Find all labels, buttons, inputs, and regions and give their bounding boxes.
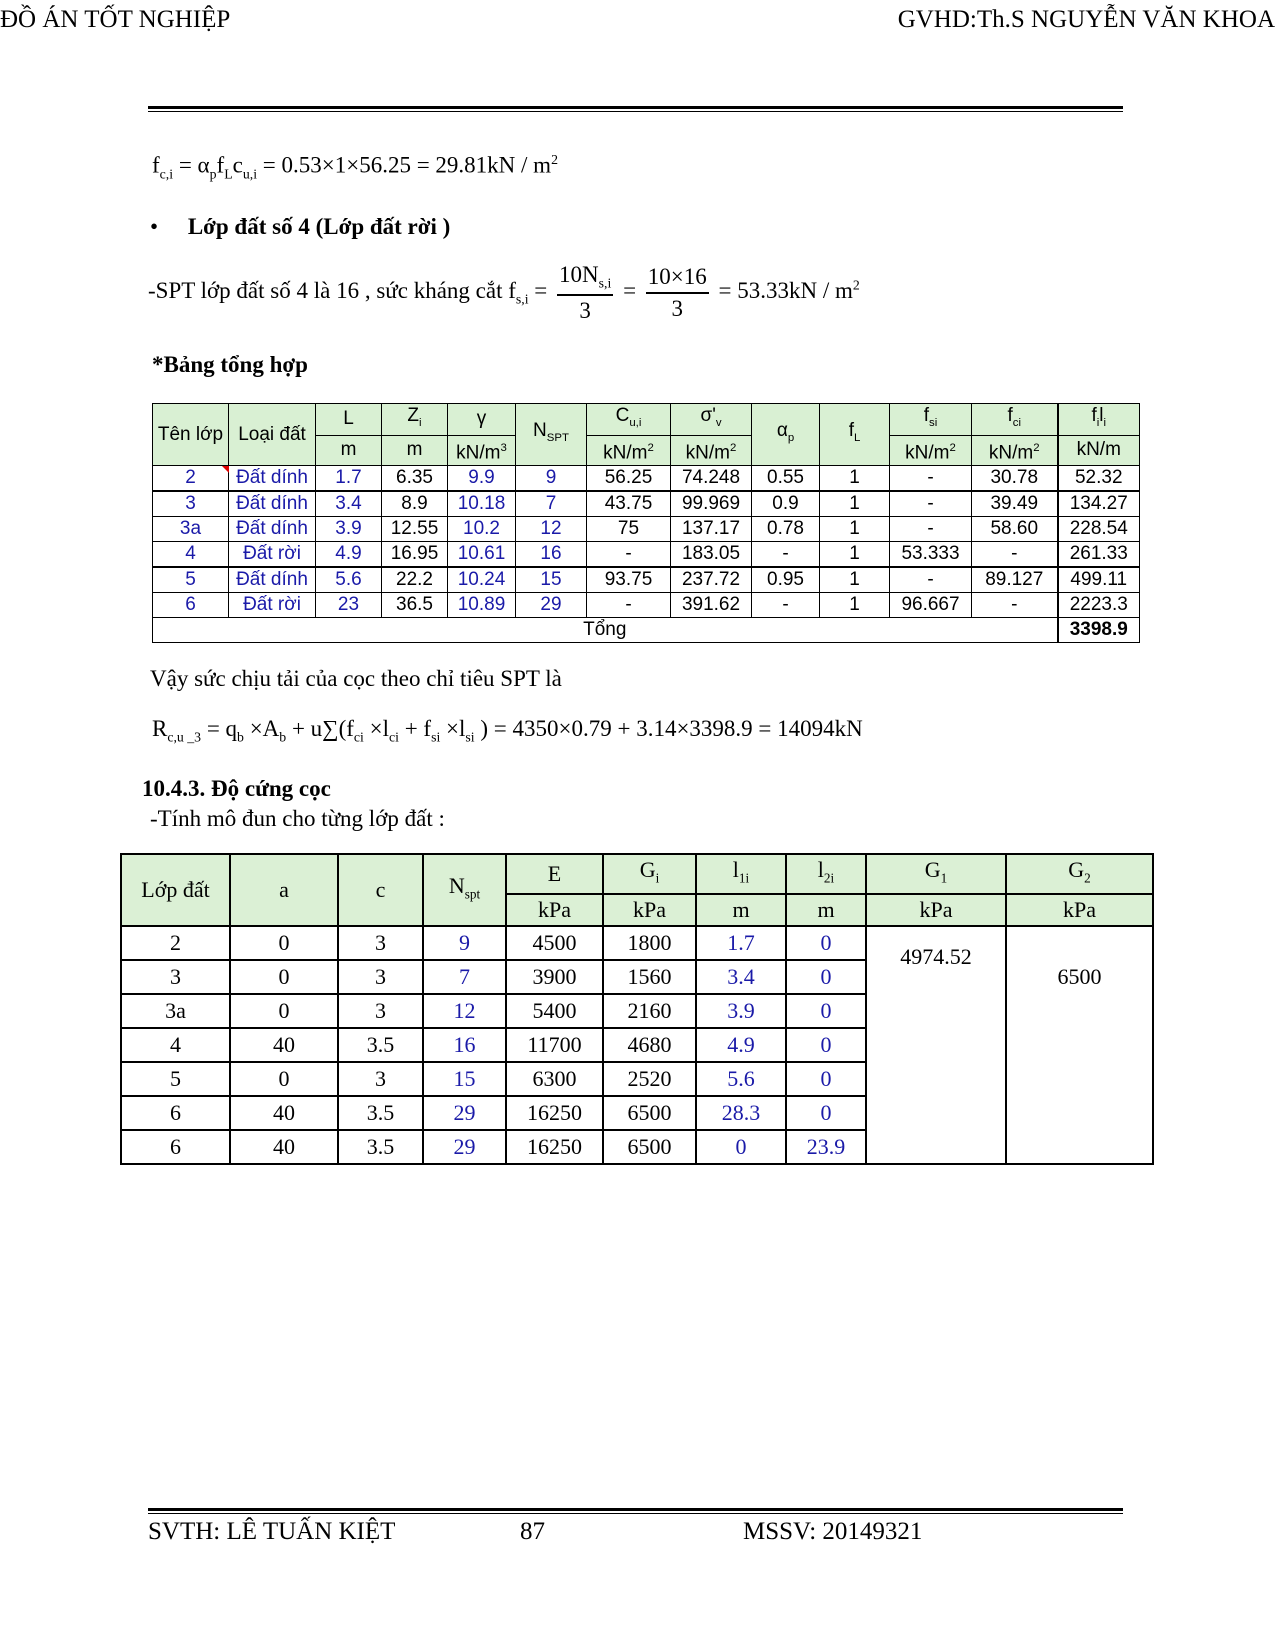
modulus-table — [120, 853, 1154, 1165]
col-header-fsi: $f_{si}$ — [890, 404, 972, 436]
unit-gamma: $kN/m^3$ — [448, 435, 516, 465]
unit-fci: $kN/m^2$ — [972, 435, 1058, 465]
col-header-loai-dat: Loại đất — [229, 404, 316, 466]
table-row: 2 0 3 9 4500 1800 1.7 0 4974.52 6500 — [121, 926, 1153, 960]
total-value: 3398.9 — [1058, 618, 1140, 643]
summary-title: *Bảng tổng hợp — [152, 352, 308, 377]
col-header-fL: $f_L$ — [820, 404, 890, 466]
unit-G2: kPa — [1006, 894, 1153, 926]
unit-Z: m — [382, 435, 448, 465]
table-row: 6 40 3.5 29 16250 6500 28.3 0 — [121, 1096, 1153, 1130]
col-header-l2: $l_{2i}$ — [786, 854, 866, 894]
unit-l2: m — [786, 894, 866, 926]
page-number: 87 — [520, 1518, 545, 1545]
page-header — [0, 0, 1275, 40]
col-header-G: $G_i$ — [603, 854, 696, 894]
total-row — [153, 618, 1140, 643]
header-rule — [148, 106, 1123, 112]
footer-student-id: MSSV: 20149321 — [743, 1518, 923, 1545]
unit-L: m — [316, 435, 382, 465]
unit-E: kPa — [506, 894, 603, 926]
header-left: ĐỒ ÁN TỐT NGHIỆP — [0, 6, 231, 33]
formula-fc: $f_{c,i} = \alpha_pf_Lc_{u,i} = 0.53\times 1\times 56.25 = 29.81kN / m^2$ — [152, 152, 558, 182]
col-header-sigma: $\sigma'_v$ — [671, 404, 752, 436]
table-row: 3 0 3 7 3900 1560 3.4 0 — [121, 960, 1153, 994]
table-row: 5 Đất dính 5.6 22.2 10.24 15 93.75 237.72 0.95 1 - 89.127 499.11 — [153, 567, 1140, 593]
summary-table — [152, 403, 1140, 643]
table-row: 3a 0 3 12 5400 2160 3.9 0 — [121, 994, 1153, 1028]
table-row: 4 Đất rời 4.9 16.95 10.61 16 - 183.05 - 1 53.333 - 261.33 — [153, 542, 1140, 568]
col-header-l1: $l_{1i}$ — [696, 854, 786, 894]
table-row: 5 0 3 15 6300 2520 5.6 0 — [121, 1062, 1153, 1096]
col-header-nspt: $N_{spt}$ — [423, 854, 506, 926]
col-header-a: a — [230, 854, 338, 926]
unit-l1: m — [696, 894, 786, 926]
formula-R: $R_{c,u \_3} = q_b \times A_b + u\sum(f_{ci} \times l_{ci} + f_{si} \times l_{si}$ ) = 4350×0.79 + 3.14×3398.9 = 14094kN — [152, 716, 863, 745]
table-row: 3a Đất dính 3.9 12.55 10.2 12 75 137.17 0.78 1 - 58.60 228.54 — [153, 517, 1140, 542]
section-heading: 10.4.3. Độ cứng cọc — [142, 776, 331, 801]
col-header-ten-lop: Tên lớp — [153, 404, 229, 466]
formula-fs: -SPT lớp đất số 4 là 16 , sức kháng cắt $f_{s,i}$ = $\frac{10N_{s,i}}{3}$ = $\frac{10\times 16}{3}$ = $53.33kN / m^2$ — [148, 262, 860, 323]
col-header-gamma: γ — [448, 404, 516, 436]
col-header-fili: $f_il_i$ — [1058, 404, 1140, 436]
unit-G: kPa — [603, 894, 696, 926]
col-header-cu: $C_{u,i}$ — [587, 404, 671, 436]
footer-student: SVTH: LÊ TUẤN KIỆT — [148, 1518, 396, 1545]
unit-fsi: $kN/m^2$ — [890, 435, 972, 465]
unit-fili: kN/m — [1058, 435, 1140, 465]
col-header-lop-dat: Lớp đất — [121, 854, 230, 926]
unit-cu: $kN/m^2$ — [587, 435, 671, 465]
col-header-Z: $Z_i$ — [382, 404, 448, 436]
G2-value: 6500 — [1006, 926, 1153, 1164]
G1-value: 4974.52 — [866, 926, 1006, 1164]
col-header-L: L — [316, 404, 382, 436]
total-label: Tổng — [153, 618, 1058, 643]
bullet-heading — [150, 214, 450, 240]
table-row: 6 40 3.5 29 16250 6500 0 23.9 — [121, 1130, 1153, 1164]
col-header-nspt: $N_{SPT}$ — [516, 404, 587, 466]
footer-rule — [148, 1508, 1123, 1514]
unit-sigma: $kN/m^2$ — [671, 435, 752, 465]
col-header-G2: $G_2$ — [1006, 854, 1153, 894]
header-right: GVHD:Th.S NGUYỄN VĂN KHOA — [897, 6, 1275, 33]
col-header-alpha: $\alpha_p$ — [752, 404, 820, 466]
bullet-heading-text: Lớp đất số 4 (Lớp đất rời ) — [187, 214, 451, 239]
unit-G1: kPa — [866, 894, 1006, 926]
col-header-E: E — [506, 854, 603, 894]
bullet-icon: • — [150, 214, 159, 239]
modulus-text: -Tính mô đun cho từng lớp đất : — [150, 806, 445, 831]
col-header-G1: $G_1$ — [866, 854, 1006, 894]
table-row: 3 Đất dính 3.4 8.9 10.18 7 43.75 99.969 0.9 1 - 39.49 134.27 — [153, 491, 1140, 517]
table-row: 4 40 3.5 16 11700 4680 4.9 0 — [121, 1028, 1153, 1062]
conclusion-text: Vậy sức chịu tải của cọc theo chỉ tiêu SPT là — [150, 666, 562, 691]
table-row: 6 Đất rời 23 36.5 10.89 29 - 391.62 - 1 96.667 - 2223.3 — [153, 593, 1140, 618]
table-row: 2 Đất dính 1.7 6.35 9.9 9 56.25 74.248 0.55 1 - 30.78 52.32 — [153, 466, 1140, 492]
col-header-c: c — [338, 854, 423, 926]
col-header-fci: $f_{ci}$ — [972, 404, 1058, 436]
